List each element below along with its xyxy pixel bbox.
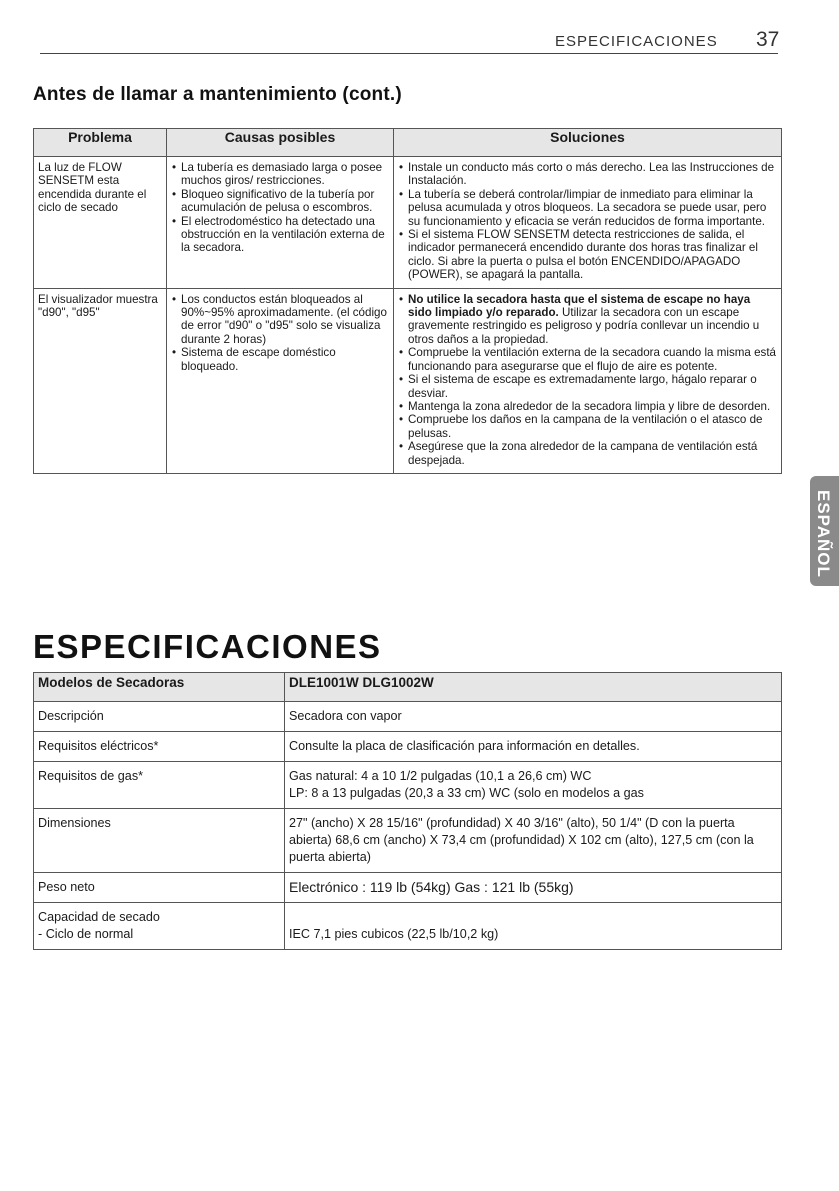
spec-value-line: Gas natural: 4 a 10 1/2 pulgadas (10,1 a 26,6 cm) WC [289,769,592,783]
solution-item [398,188,777,228]
spec-label: Dimensiones [34,809,285,873]
cause-item: • El electrodoméstico ha detectado una obstrucción en la ventilación externa de la secadora. [171,215,389,255]
solution-text: La tubería se deberá controlar/limpiar de inmediato para eliminar la pelusa acumulada y otros bloqueos. La secadora se puede usar, pero su funcionamiento y eficacia se verán reducidos de forma importante. [408,187,767,228]
spec-value-line: Consulte la placa de clasificación para información en detalles. [289,739,640,753]
solution-text: Utilizar la secadora con un escape gravemente restringido es peligroso y podría conllevar un incendio u otros daños a la propiedad. [408,306,760,346]
column-header-causes: Causas posibles [167,129,394,157]
solution-bold-text: No utilice la secadora hasta que el sistema de escape no haya sido limpiado y/o reparado. [408,292,751,320]
table-row [34,762,782,809]
spec-header-label: Modelos de Secadoras [34,673,285,702]
table-row [34,732,782,762]
troubleshooting-title: Antes de llamar a mantenimiento (cont.) [33,84,402,105]
spec-value-line: 27" (ancho) X 28 15/16" (profundidad) X 40 3/16" (alto), 50 1/4" (D con la puerta abierta) 68,6 cm (ancho) X 73,4 cm (profundidad) X 102 cm (alto), 127,5 cm (con la puerta abierta) [289,816,754,864]
solution-text: Mantenga la zona alrededor de la secadora limpia y libre de desorden. [408,399,771,413]
spec-label: Peso neto [34,873,285,903]
spec-label: Capacidad de secado - Ciclo de normal [34,903,285,950]
header-rule [40,53,778,54]
troubleshooting-table [33,128,782,474]
solution-item [398,413,777,440]
solution-item [398,293,777,347]
solution-text: Si el sistema de escape es extremadamente largo, hágalo reparar o desviar. [408,373,757,400]
solutions-cell [394,288,782,473]
solution-text: Si el sistema FLOW SENSETM detecta restricciones de salida, el indicador permanecerá encendido durante dos horas tras finalizar el ciclo. Si abre la puerta o pulsa el botón ENCENDIDO/APAGADO (POWER), se apagará la pantalla. [408,228,758,282]
spec-label: Requisitos eléctricos* [34,732,285,762]
solution-text: Asegúrese que la zona alrededor de la campana de ventilación está despejada. [408,440,758,467]
spec-value-line: Secadora con vapor [289,709,402,723]
spec-value [285,732,782,762]
header-section-title: ESPECIFICACIONES [555,33,718,50]
spec-value-line: Electrónico : 119 lb (54kg) Gas : 121 lb (55kg) [289,879,574,895]
spec-value [285,809,782,873]
table-row [34,903,782,950]
spec-header-models: DLE1001W DLG1002W [285,673,782,702]
solution-item [398,373,777,400]
causes-cell [167,288,394,473]
solution-item [398,400,777,413]
solution-item [398,161,777,188]
specs-header-row [34,673,782,702]
table-row [34,288,782,473]
solution-item [398,440,777,467]
solution-text: Compruebe la ventilación externa de la secadora cuando la misma está funcionando para asegurarse que el flujo de aire es potente. [408,346,776,373]
cause-item: • Los conductos están bloqueados al 90%~95% aproximadamente. (el código de error "d90" o "d95" solo se visualiza durante 2 horas) [171,293,389,347]
solution-text: Instale un conducto más corto o más derecho. Lea las Instrucciones de Instalación. [408,161,775,188]
solution-text: Compruebe los daños en la campana de la ventilación o el atasco de pelusas. [408,413,763,440]
cause-item: • Sistema de escape doméstico bloqueado. [171,346,389,373]
solution-item [398,346,777,373]
spec-value [285,762,782,809]
problem-cell: La luz de FLOW SENSETM esta encendida durante el ciclo de secado [34,157,167,289]
specifications-table [33,672,782,950]
table-row [34,157,782,289]
table-row [34,809,782,873]
column-header-problem: Problema [34,129,167,157]
spec-value [285,903,782,950]
column-header-solutions: Soluciones [394,129,782,157]
spec-value [285,702,782,732]
spec-label: Descripción [34,702,285,732]
page-number: 37 [756,28,780,51]
troubleshooting-header-row [34,129,782,157]
cause-item: • La tubería es demasiado larga o posee muchos giros/ restricciones. [171,161,389,188]
table-row [34,873,782,903]
solutions-cell [394,157,782,289]
spec-label: Requisitos de gas* [34,762,285,809]
cause-item: • Bloqueo significativo de la tubería por acumulación de pelusa o escombros. [171,188,389,215]
causes-cell [167,157,394,289]
spec-value-line: LP: 8 a 13 pulgadas (20,3 a 33 cm) WC (solo en modelos a gas [289,786,644,800]
problem-cell: El visualizador muestra "d90", "d95" [34,288,167,473]
language-label: ESPAÑOL [814,490,833,578]
table-row [34,702,782,732]
spec-value [285,873,782,903]
spec-value-line: IEC 7,1 pies cubicos (22,5 lb/10,2 kg) [289,927,499,941]
language-side-tab [810,476,839,586]
specifications-title: ESPECIFICACIONES [33,628,382,665]
solution-item [398,228,777,282]
